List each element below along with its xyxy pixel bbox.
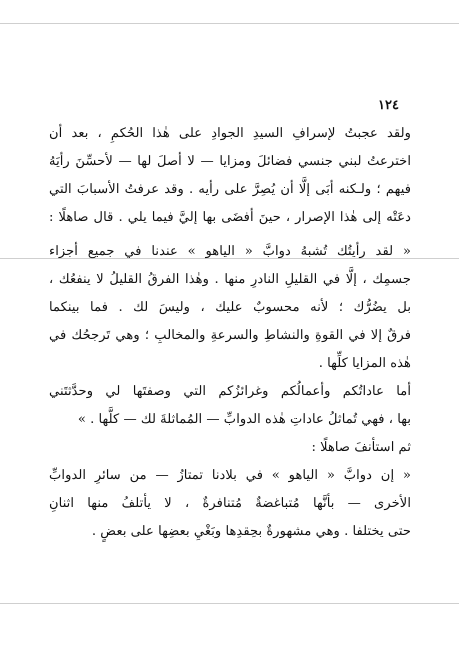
text-line: ولقد عجبتُ لإسرافِ السيدِ الجوادِ على هٰذا الحُكمِ ، بعد أن [49,126,411,141]
text-line: بل يضُرُّك ؛ لأنه محسوبٌ عليك ، وليسَ لك . فما بينكما [49,300,411,315]
text-line: أما عاداتُكم وأعمالُكم وغرائزُكم التي وصفتَها لي وحدَّثتَني [49,384,411,399]
top-divider [0,23,459,24]
text-line: ثم استأنفَ صاهلًا : [311,440,411,455]
text-line: جسمِك ، إلَّا في القليلِ النادرِ منها . وهٰذا الفرقُ القليلُ لا ينفعُك ، [49,272,411,287]
body-text [49,120,411,546]
text-line: فرقٌ إلا في القوةِ والنشاطِ والسرعةِ والمخالبِ ؛ وهي تَرجحُك في [49,328,411,343]
text-line: اخترعتُ لبني جنسي فضائلَ ومزايا — لا أصلَ لها — لأحسِّنَ رأيَهُ [49,154,411,169]
text-line: دعَتْه إلى هٰذا الإصرار ، حينَ أفضَى بها إليَّ فيما يلي . قال صاهلًا : [49,210,411,225]
text-line: فيهم ؛ ولـكنه أبَى إلَّا أن يُصِرَّ على رأيه . وقد عرفتُ الأسبابَ التي [49,182,411,197]
text-line: هٰذه المزايا كلِّها . [318,356,411,371]
text-line: « لقد رأيتُك تُشبهُ دوابَّ « الياهو » عندنا في جميع أجزاء [49,244,411,259]
text-line: « إن دوابَّ « الياهو » في بلادنا تمتازُ — من سائرِ الدوابِّ [49,468,411,483]
text-line: الأخرى — بأنَّها مُتباغضةٌ مُتنافرةٌ ، لا يأتلفُ منها اثنانِ [49,496,411,511]
text-line: بها ، فهي تُماثلُ عاداتِ هٰذه الدوابِّ — المُماثلةَ لك — كلَّها . » [77,412,411,427]
bottom-divider [0,603,459,604]
text-line: حتى يختلفا . وهي مشهورةٌ بحِقدِها وبَغْيِ بعضِها على بعضٍ . [91,524,411,539]
page-number: ١٢٤ [378,98,399,113]
